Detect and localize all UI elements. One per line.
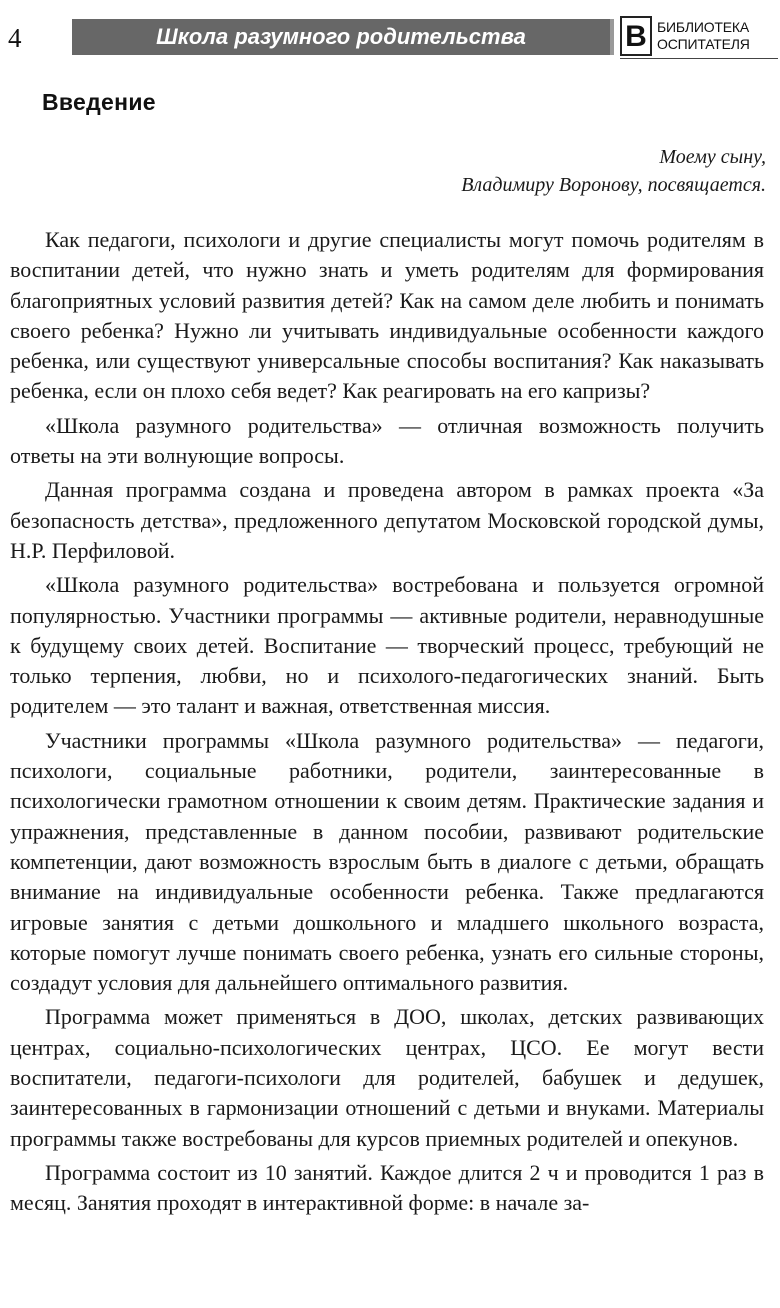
series-underline bbox=[620, 58, 778, 59]
section-heading: Введение bbox=[42, 89, 156, 115]
series-letter-box bbox=[620, 16, 652, 56]
paragraph-1: Как педагоги, психологи и другие специалисты могут помочь родителям в воспитании детей, что нужно знать и уметь родителям для формирования благоприятных условий развития детей? Как на самом деле любить и понимать своего ребенка? Нужно ли учитывать индивидуальные особенности каждого ребенка, или существуют универсальные способы воспитания? Как наказывать ребенка, если он плохо себя ведет? Как реагировать на его капризы? bbox=[10, 227, 764, 404]
series-name bbox=[657, 19, 780, 53]
paragraph-4: «Школа разумного родительства» востребована и пользуется огромной популярностью. Участники программы — активные родители, неравнодушные к будущему своих детей. Воспитание — творческий процесс, требующий не только терпения, любви, но и психолого-педагогических знаний. Быть родителем — это талант и важная, ответственная миссия. bbox=[10, 572, 764, 719]
paragraph-5: Участники программы «Школа разумного родительства» — педагоги, психологи, социальные работники, родители, заинтересованные в психологически грамотном отношении к своим детям. Практические задания и упражнения, представленные в данном пособии, развивают родительские компетенции, дают возможность взрослым быть в диалоге с детьми, обращать внимание на индивидуальные особенности ребенка. Также предлагаются игровые занятия с детьми дошкольного и младшего школьного возраста, которые помогут лучше понимать своего ребенка, узнать его сильные стороны, создадут условия для дальнейшего оптимального развития. bbox=[10, 727, 764, 996]
paragraph-3: Данная программа создана и проведена автором в рамках проекта «За безопасность детства», предложенного депутатом Московской городской думы, Н.Р. Перфиловой. bbox=[10, 477, 764, 563]
series-logo bbox=[620, 16, 778, 60]
page-number: 4 bbox=[8, 23, 22, 53]
body-text bbox=[10, 225, 764, 1223]
dedication-line-1: Моему сыну, bbox=[659, 146, 766, 168]
series-name-line1: БИБЛИОТЕКА bbox=[657, 19, 749, 35]
paragraph-2: «Школа разумного родительства» — отличная возможность получить ответы на эти волнующие вопросы. bbox=[10, 412, 764, 469]
series-name-line2: ОСПИТАТЕЛЯ bbox=[657, 36, 750, 52]
paragraph-7: Программа состоит из 10 занятий. Каждое длится 2 ч и проводится 1 раз в месяц. Занятия проходят в интерактивной форме: в начале за- bbox=[10, 1159, 764, 1216]
running-title: Школа разумного родительства bbox=[156, 24, 526, 49]
paragraph-6: Программа может применяться в ДОО, школах, детских развивающих центрах, социально-психологических центрах, ЦСО. Ее могут вести воспитатели, педагоги-психологи для родителей, бабушек и дедушек, заинтересованных в гармонизации отношений с детьми и внуками. Материалы программы также востребованы для курсов приемных родителей и опекунов. bbox=[10, 1004, 764, 1151]
dedication bbox=[461, 143, 766, 199]
banner-divider bbox=[610, 19, 614, 55]
series-letter: В bbox=[625, 20, 647, 53]
dedication-line-2: Владимиру Воронову, посвящается. bbox=[461, 174, 766, 196]
page-header bbox=[0, 0, 780, 64]
header-banner bbox=[72, 19, 610, 55]
